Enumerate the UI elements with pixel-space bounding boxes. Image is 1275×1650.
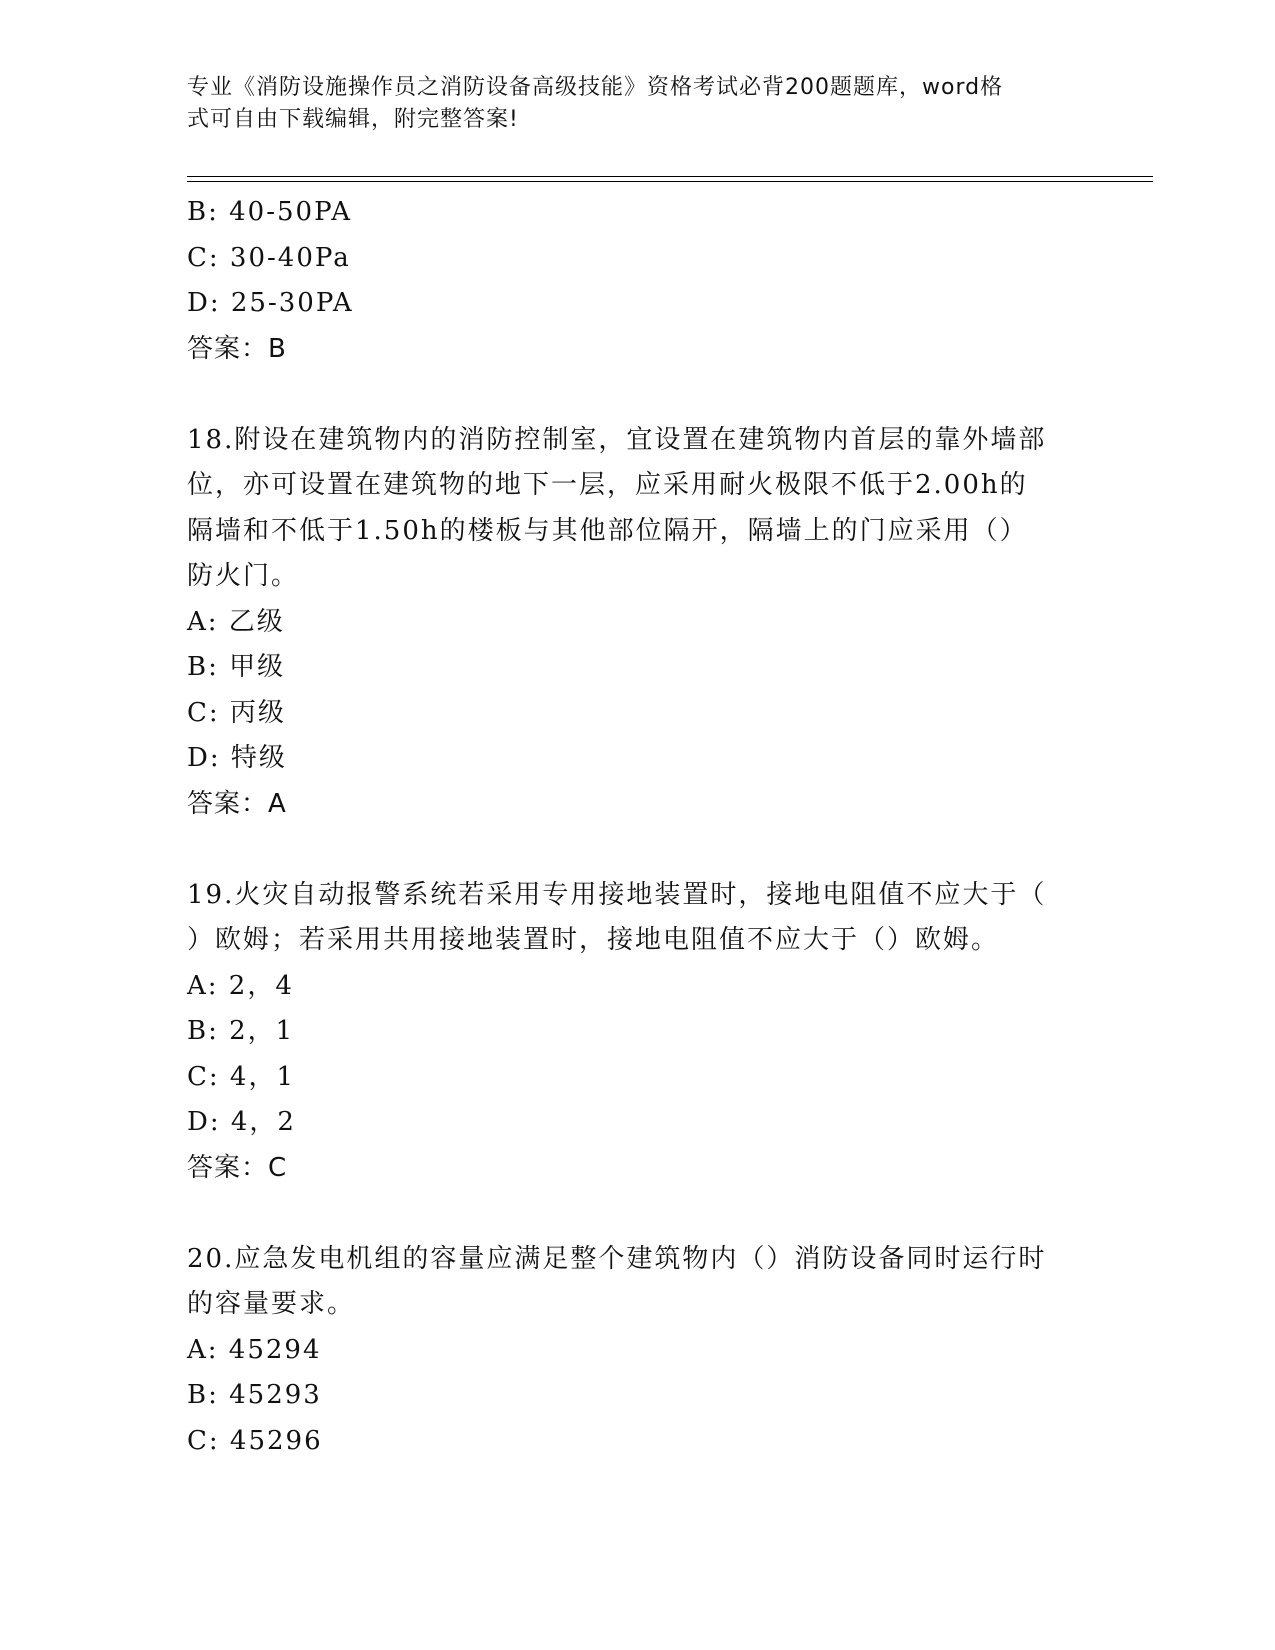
option-a: A: 乙级 (187, 606, 285, 637)
header-divider-top (187, 176, 1153, 177)
document-header (187, 72, 1067, 136)
spacer (187, 372, 1087, 418)
answer: 答案：A (187, 788, 287, 819)
option-b: B: 45293 (187, 1380, 322, 1410)
option-b: B: 甲级 (187, 652, 286, 682)
question-text-line: 防火门。 (187, 561, 300, 591)
question-text-line: 的容量要求。 (187, 1289, 356, 1319)
option-c: C: 30-40Pa (187, 242, 351, 273)
option-c: C: 45296 (187, 1425, 323, 1456)
question-text-line: 18.附设在建筑物内的消防控制室，宜设置在建筑物内首层的靠外墙部 (187, 424, 1047, 455)
option-d: D: 特级 (187, 743, 287, 773)
option-d: D: 25-30PA (187, 288, 354, 318)
question-17-continuation (187, 190, 1087, 372)
option-b: B: 40-50PA (187, 197, 352, 227)
header-line-2: 式可自由下载编辑，附完整答案! (187, 107, 519, 132)
question-19 (187, 873, 1087, 1192)
question-text-line: 位，亦可设置在建筑物的地下一层，应采用耐火极限不低于2.00h的 (187, 470, 1028, 500)
question-text-line: ）欧姆；若采用共用接地装置时，接地电阻值不应大于（）欧姆。 (187, 925, 1000, 955)
header-divider-bottom (187, 181, 1153, 182)
question-20 (187, 1237, 1087, 1465)
spacer (187, 1191, 1087, 1237)
document-body (187, 190, 1087, 1464)
header-line-1: 专业《消防设施操作员之消防设备高级技能》资格考试必背200题题库，word格 (187, 75, 1004, 100)
option-a: A: 2，4 (187, 970, 294, 1001)
answer: 答案：B (187, 333, 287, 364)
option-a: A: 45294 (187, 1334, 322, 1365)
option-c: C: 4，1 (187, 1061, 296, 1092)
option-c: C: 丙级 (187, 697, 286, 728)
option-b: B: 2，1 (187, 1016, 295, 1046)
answer: 答案：C (187, 1152, 288, 1183)
question-text-line: 隔墙和不低于1.50h的楼板与其他部位隔开，隔墙上的门应采用（） (187, 515, 1028, 546)
option-d: D: 4，2 (187, 1107, 296, 1137)
question-text-line: 20.应急发电机组的容量应满足整个建筑物内（）消防设备同时运行时 (187, 1243, 1047, 1274)
question-18 (187, 418, 1087, 828)
spacer (187, 827, 1087, 873)
question-text-line: 19.火灾自动报警系统若采用专用接地装置时，接地电阻值不应大于（ (187, 879, 1047, 910)
